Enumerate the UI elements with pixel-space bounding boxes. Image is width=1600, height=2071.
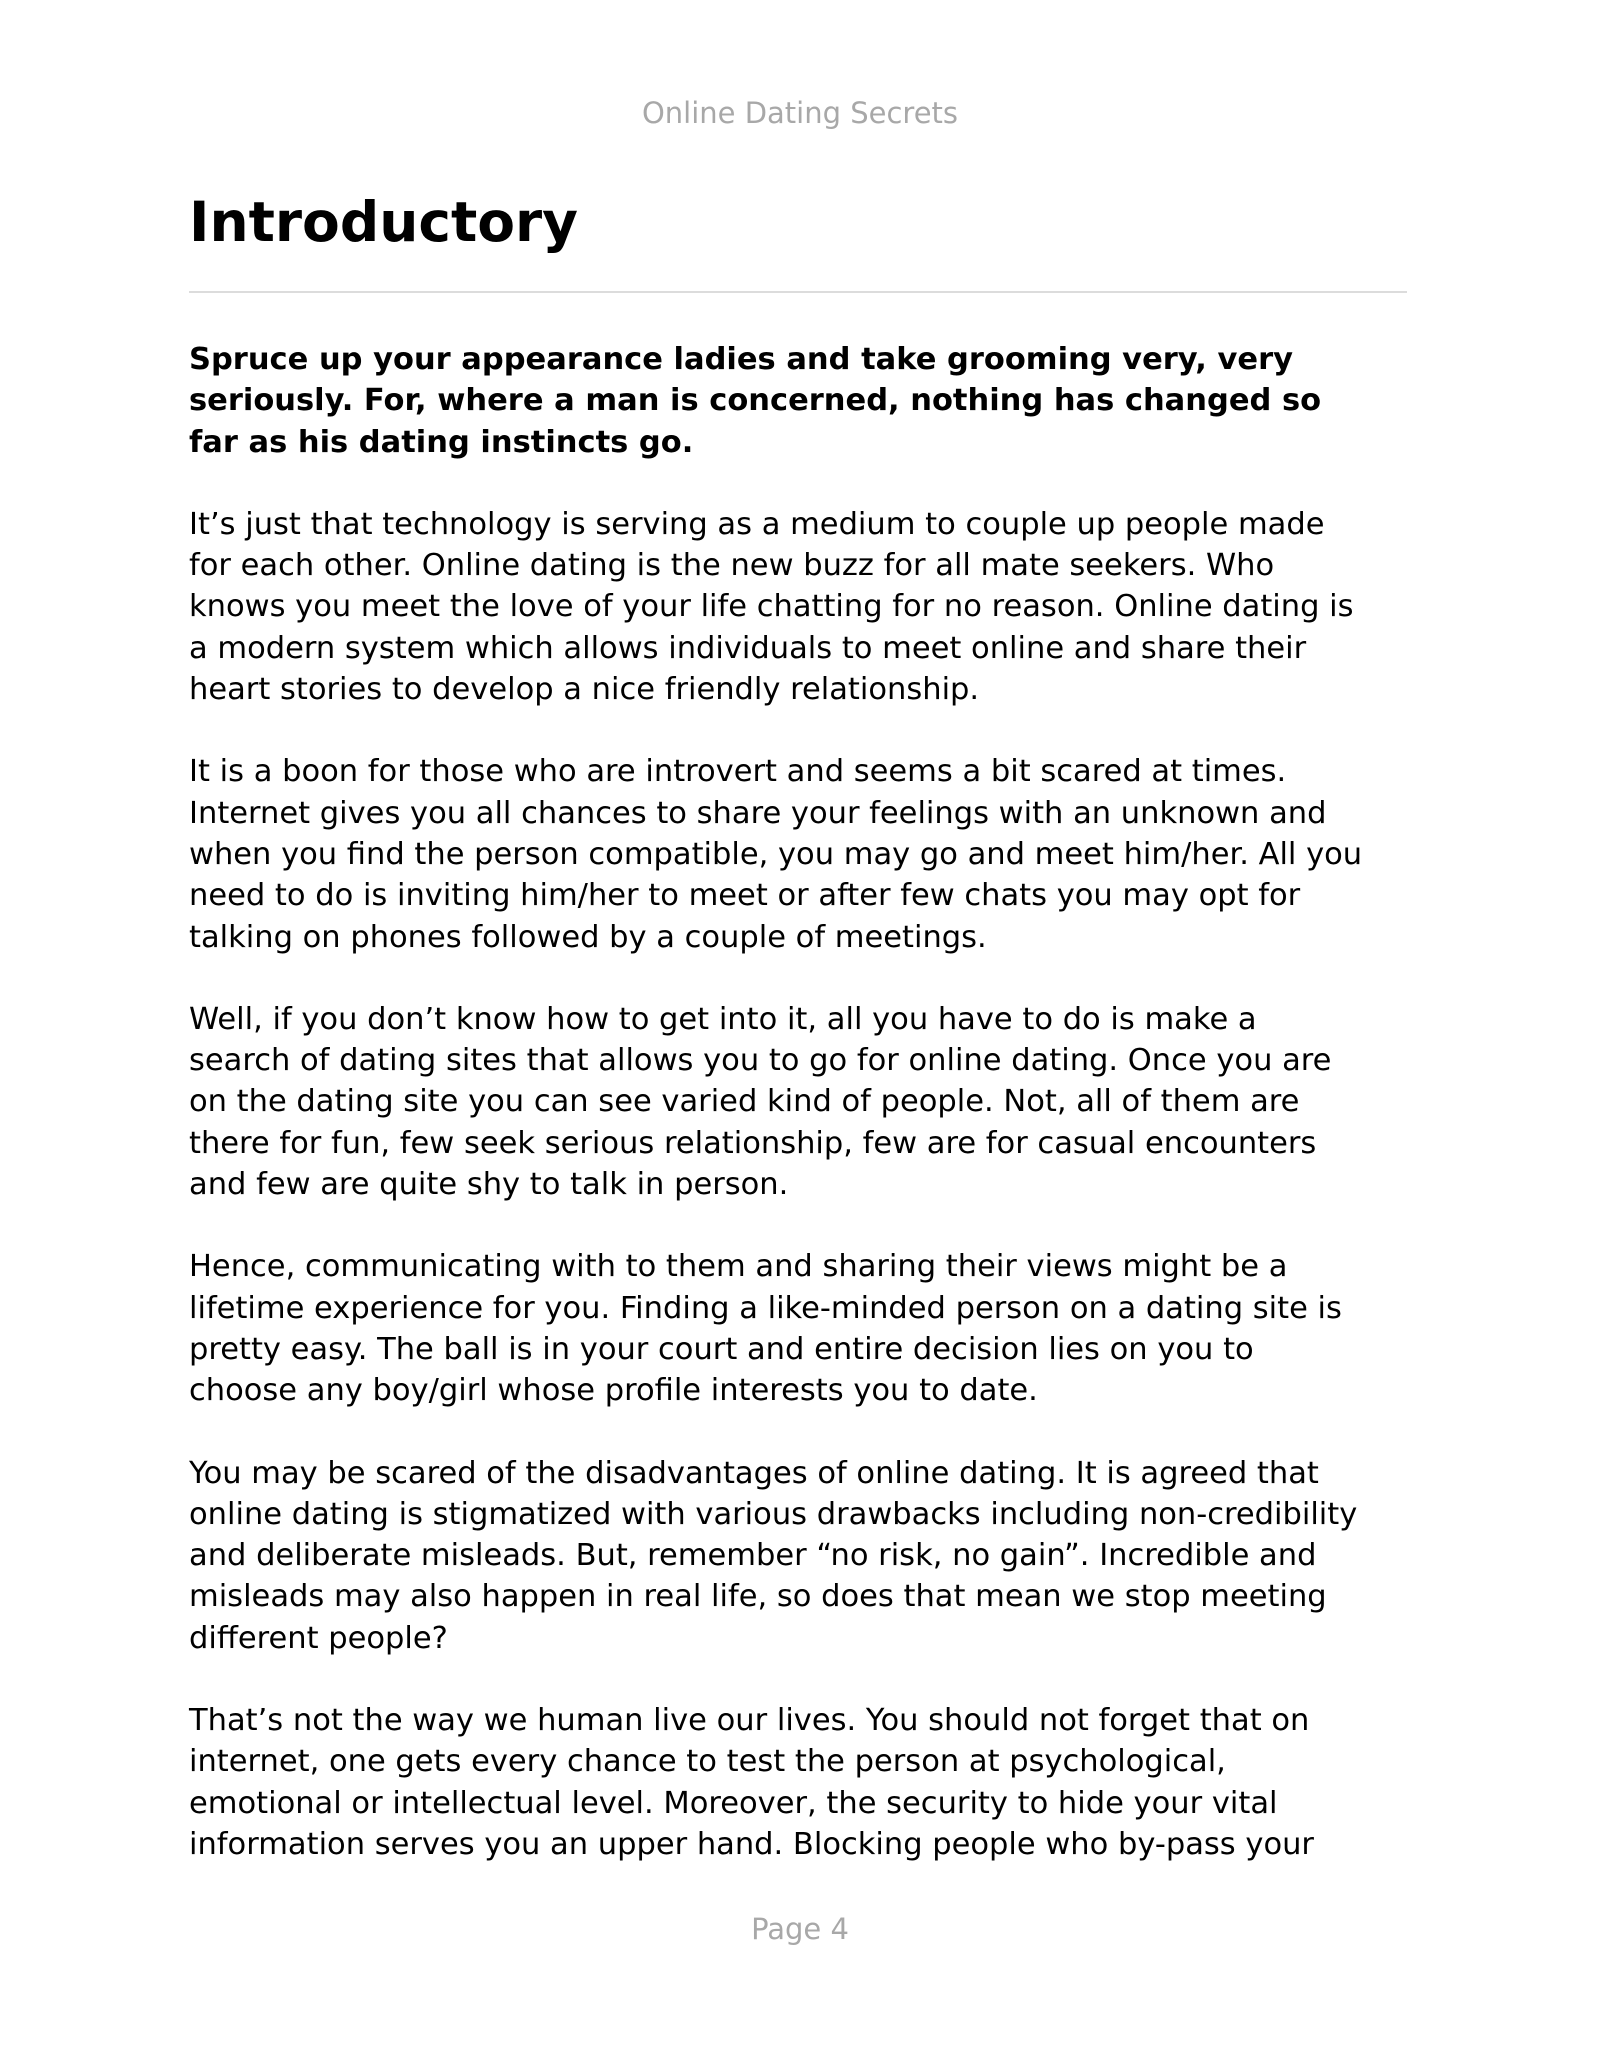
text-line: need to do is inviting him/her to meet or after few chats you may opt for <box>189 878 1301 914</box>
text-line: different people? <box>189 1620 448 1656</box>
body-paragraph-3 <box>189 999 1429 1205</box>
text-line: heart stories to develop a nice friendly relationship. <box>189 672 980 708</box>
text-line: for each other. Online dating is the new buzz for all mate seekers. Who <box>189 548 1275 584</box>
text-line: Internet gives you all chances to share your feelings with an unknown and <box>189 795 1327 831</box>
page-title: Introductory <box>189 190 579 254</box>
page-number: Page 4 <box>751 1912 849 1946</box>
text-line: Hence, communicating with to them and sharing their views might be a <box>189 1249 1288 1285</box>
text-line: choose any boy/girl whose profile interests you to date. <box>189 1373 1038 1409</box>
text-line: You may be scared of the disadvantages of online dating. It is agreed that <box>189 1455 1319 1491</box>
body-paragraph-1 <box>189 504 1429 710</box>
running-header: Online Dating Secrets <box>641 96 959 130</box>
text-line: internet, one gets every chance to test the person at psychological, <box>189 1744 1226 1780</box>
text-line: It is a boon for those who are introvert and seems a bit scared at times. <box>189 754 1287 790</box>
text-line: information serves you an upper hand. Blocking people who by-pass your <box>189 1826 1314 1862</box>
body-paragraph-6 <box>189 1700 1429 1865</box>
text-line: search of dating sites that allows you to go for online dating. Once you are <box>189 1043 1332 1079</box>
text-line: lifetime experience for you. Finding a like-minded person on a dating site is <box>189 1290 1342 1326</box>
title-divider <box>189 291 1407 293</box>
body-paragraph-2 <box>189 751 1429 957</box>
text-line: there for fun, few seek serious relationship, few are for casual encounters <box>189 1125 1317 1161</box>
text-line: misleads may also happen in real life, so does that mean we stop meeting <box>189 1579 1327 1615</box>
text-line: on the dating site you can see varied kind of people. Not, all of them are <box>189 1084 1300 1120</box>
text-line: online dating is stigmatized with various drawbacks including non-credibility <box>189 1496 1358 1532</box>
lead-line: Spruce up your appearance ladies and take grooming very, very <box>189 342 1294 377</box>
text-line: It’s just that technology is serving as a medium to couple up people made <box>189 506 1325 542</box>
text-line: knows you meet the love of your life chatting for no reason. Online dating is <box>189 589 1354 625</box>
lead-line: seriously. For, where a man is concerned, nothing has changed so <box>189 383 1322 419</box>
lead-paragraph <box>189 339 1429 463</box>
page-content <box>189 339 1429 1906</box>
text-line: and deliberate misleads. But, remember “no risk, no gain”. Incredible and <box>189 1538 1317 1574</box>
body-paragraph-4 <box>189 1246 1429 1411</box>
text-line: pretty easy. The ball is in your court and entire decision lies on you to <box>189 1331 1254 1367</box>
text-line: a modern system which allows individuals to meet online and share their <box>189 630 1307 666</box>
text-line: when you find the person compatible, you may go and meet him/her. All you <box>189 836 1363 872</box>
text-line: That’s not the way we human live our lives. You should not forget that on <box>189 1703 1310 1739</box>
body-paragraph-5 <box>189 1453 1429 1659</box>
text-line: talking on phones followed by a couple of meetings. <box>189 919 987 955</box>
lead-line: far as his dating instincts go. <box>189 424 694 460</box>
text-line: and few are quite shy to talk in person. <box>189 1167 789 1203</box>
text-line: emotional or intellectual level. Moreover, the security to hide your vital <box>189 1785 1278 1821</box>
text-line: Well, if you don’t know how to get into it, all you have to do is make a <box>189 1001 1257 1037</box>
